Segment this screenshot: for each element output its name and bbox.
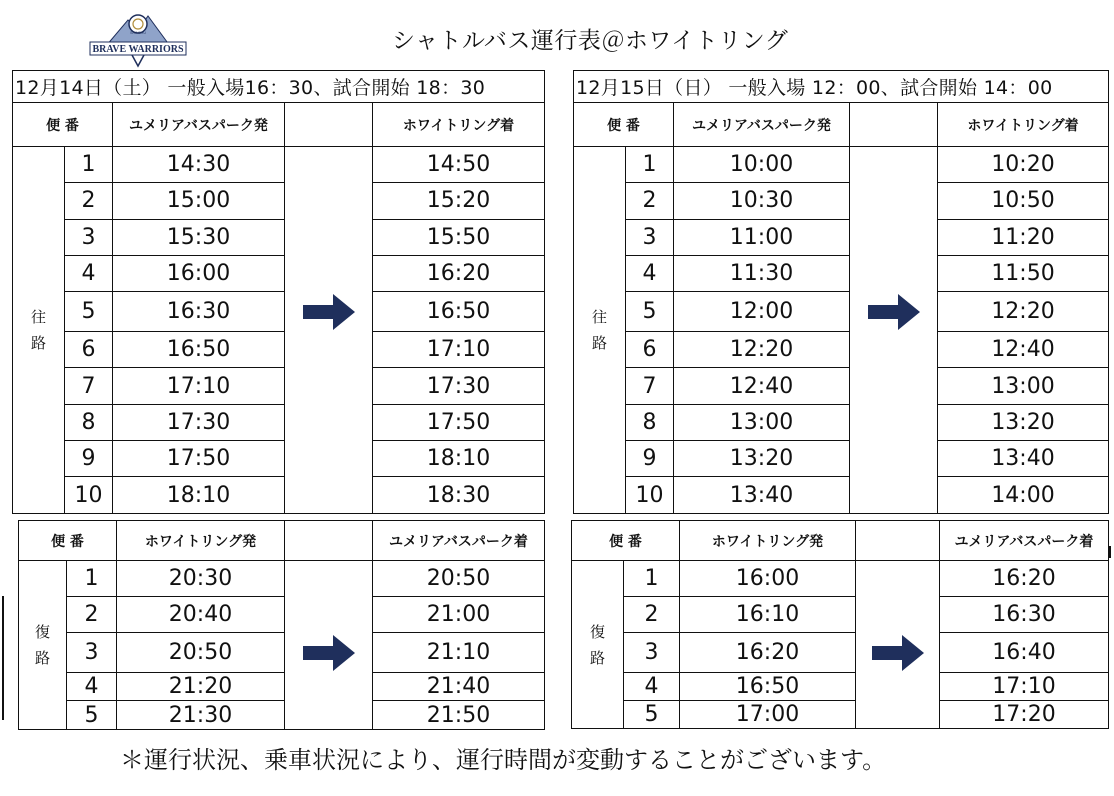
table-row xyxy=(13,368,545,404)
header-departure: ホワイトリング発 xyxy=(117,521,285,561)
edge-fragment xyxy=(1108,546,1111,558)
trip-number: 4 xyxy=(626,255,674,291)
table-row xyxy=(574,147,1109,183)
header-departure: ユメリアバスパーク発 xyxy=(674,103,850,147)
trip-number: 4 xyxy=(67,673,117,701)
arrow-cell xyxy=(285,255,373,291)
table-row xyxy=(572,701,1109,729)
table-row xyxy=(13,332,545,368)
header-arrival: ユメリアバスパーク着 xyxy=(373,521,545,561)
departure-time: 17:00 xyxy=(680,701,856,729)
departure-time: 10:00 xyxy=(674,147,850,183)
departure-time: 18:10 xyxy=(113,477,285,513)
right-arrow-icon xyxy=(866,292,922,332)
table-row xyxy=(13,292,545,332)
page-title: シャトルバス運行表＠ホワイトリング xyxy=(392,28,789,54)
table-row xyxy=(13,255,545,291)
departure-time: 21:20 xyxy=(117,673,285,701)
arrival-time: 18:10 xyxy=(373,441,545,477)
arrival-time: 13:40 xyxy=(938,441,1109,477)
right-arrow-icon xyxy=(870,633,926,673)
table-row xyxy=(574,477,1109,513)
direction-char: 路 xyxy=(591,333,607,352)
direction-char: 往 xyxy=(30,307,46,326)
arrow-cell xyxy=(285,368,373,404)
direction-char: 路 xyxy=(589,648,605,667)
arrival-time: 20:50 xyxy=(373,561,545,597)
direction-char: 往 xyxy=(591,307,607,326)
departure-time: 16:50 xyxy=(680,673,856,701)
departure-time: 16:10 xyxy=(680,597,856,633)
arrow-cell xyxy=(850,183,938,219)
table-row xyxy=(19,561,545,597)
trip-number: 1 xyxy=(65,147,113,183)
arrival-time: 11:20 xyxy=(938,219,1109,255)
table-row xyxy=(572,673,1109,701)
direction-char: 復 xyxy=(34,623,50,641)
departure-time: 16:20 xyxy=(680,633,856,673)
trip-number: 5 xyxy=(624,701,680,729)
arrival-time: 11:50 xyxy=(938,255,1109,291)
arrival-time: 18:30 xyxy=(373,477,545,513)
arrival-time: 16:30 xyxy=(940,597,1109,633)
arrival-time: 13:20 xyxy=(938,404,1109,440)
arrival-time: 17:50 xyxy=(373,404,545,440)
arrow-cell xyxy=(285,147,373,183)
trip-number: 9 xyxy=(626,441,674,477)
table-row xyxy=(572,561,1109,597)
trip-number: 10 xyxy=(626,477,674,513)
arrow-cell xyxy=(856,597,940,633)
departure-time: 20:50 xyxy=(117,633,285,673)
trip-number: 3 xyxy=(626,219,674,255)
departure-time: 15:30 xyxy=(113,219,285,255)
arrival-time: 17:20 xyxy=(940,701,1109,729)
table-row xyxy=(19,673,545,701)
arrow-cell xyxy=(850,292,938,332)
arrow-cell xyxy=(850,147,938,183)
arrival-time: 10:20 xyxy=(938,147,1109,183)
edge-fragment xyxy=(2,596,4,720)
arrow-cell xyxy=(850,368,938,404)
trip-number: 5 xyxy=(67,701,117,730)
trip-number: 6 xyxy=(65,332,113,368)
arrow-cell xyxy=(285,597,373,633)
arrow-cell xyxy=(285,292,373,332)
arrival-time: 12:20 xyxy=(938,292,1109,332)
trip-number: 1 xyxy=(626,147,674,183)
header-trip-number: 便 番 xyxy=(572,521,680,561)
table-row xyxy=(13,219,545,255)
direction-char: 路 xyxy=(34,649,50,667)
header-trip-number: 便 番 xyxy=(19,521,117,561)
departure-time: 16:30 xyxy=(113,292,285,332)
header-blank xyxy=(285,103,373,147)
departure-time: 15:00 xyxy=(113,183,285,219)
trip-number: 7 xyxy=(626,368,674,404)
arrival-time: 14:00 xyxy=(938,477,1109,513)
trip-number: 2 xyxy=(626,183,674,219)
trip-number: 2 xyxy=(67,597,117,633)
trip-number: 8 xyxy=(65,404,113,440)
departure-time: 21:30 xyxy=(117,701,285,730)
arrow-cell xyxy=(856,701,940,729)
arrival-time: 16:50 xyxy=(373,292,545,332)
departure-time: 16:00 xyxy=(113,255,285,291)
trip-number: 1 xyxy=(624,561,680,597)
arrival-time: 17:10 xyxy=(373,332,545,368)
trip-number: 3 xyxy=(67,633,117,673)
trip-number: 10 xyxy=(65,477,113,513)
direction-char: 路 xyxy=(30,333,46,352)
arrow-cell xyxy=(856,633,940,673)
arrow-cell xyxy=(285,633,373,673)
trip-number: 7 xyxy=(65,368,113,404)
table-row xyxy=(574,183,1109,219)
arrival-time: 21:50 xyxy=(373,701,545,730)
departure-time: 20:40 xyxy=(117,597,285,633)
table-row xyxy=(13,183,545,219)
schedule-dec14-return xyxy=(18,520,545,730)
header-departure: ユメリアバスパーク発 xyxy=(113,103,285,147)
arrival-time: 21:00 xyxy=(373,597,545,633)
table-row xyxy=(13,441,545,477)
header-trip-number: 便 番 xyxy=(13,103,113,147)
trip-number: 3 xyxy=(65,219,113,255)
arrow-cell xyxy=(285,441,373,477)
arrow-cell xyxy=(285,561,373,597)
arrow-cell xyxy=(850,441,938,477)
trip-number: 2 xyxy=(65,183,113,219)
trip-number: 6 xyxy=(626,332,674,368)
table-row xyxy=(572,597,1109,633)
table-row xyxy=(574,404,1109,440)
trip-number: 2 xyxy=(624,597,680,633)
schedule-dec15-outbound xyxy=(573,70,1109,514)
direction-label xyxy=(572,561,624,729)
departure-time: 12:00 xyxy=(674,292,850,332)
table-row xyxy=(13,477,545,513)
table-row xyxy=(19,633,545,673)
table-row xyxy=(13,404,545,440)
arrival-time: 16:20 xyxy=(940,561,1109,597)
trip-number: 1 xyxy=(67,561,117,597)
arrival-time: 13:00 xyxy=(938,368,1109,404)
departure-time: 13:00 xyxy=(674,404,850,440)
table-row xyxy=(574,219,1109,255)
schedule-dec15-return xyxy=(571,520,1109,729)
trip-number: 4 xyxy=(624,673,680,701)
direction-label xyxy=(19,561,67,730)
header-arrival: ホワイトリング着 xyxy=(938,103,1109,147)
arrow-cell xyxy=(285,332,373,368)
arrival-time: 17:10 xyxy=(940,673,1109,701)
arrow-cell xyxy=(285,477,373,513)
arrow-cell xyxy=(285,701,373,730)
table-row xyxy=(574,332,1109,368)
header-blank xyxy=(285,521,373,561)
table-row xyxy=(574,255,1109,291)
trip-number: 3 xyxy=(624,633,680,673)
departure-time: 13:20 xyxy=(674,441,850,477)
departure-time: 11:30 xyxy=(674,255,850,291)
arrow-cell xyxy=(850,219,938,255)
table-row xyxy=(19,597,545,633)
arrow-cell xyxy=(856,673,940,701)
direction-label xyxy=(574,147,626,514)
arrow-cell xyxy=(850,404,938,440)
trip-number: 5 xyxy=(65,292,113,332)
arrow-cell xyxy=(850,255,938,291)
trip-number: 5 xyxy=(626,292,674,332)
arrival-time: 15:20 xyxy=(373,183,545,219)
right-arrow-icon xyxy=(301,292,357,332)
direction-char: 復 xyxy=(589,622,605,641)
arrival-time: 16:20 xyxy=(373,255,545,291)
arrow-cell xyxy=(850,332,938,368)
arrow-cell xyxy=(285,219,373,255)
event-date-dec14: 12月14日（土） 一般入場16：30、試合開始 18：30 xyxy=(13,71,545,103)
departure-time: 12:20 xyxy=(674,332,850,368)
header-blank xyxy=(856,521,940,561)
header-blank xyxy=(850,103,938,147)
brave-warriors-logo xyxy=(88,8,188,68)
arrow-cell xyxy=(285,183,373,219)
departure-time: 12:40 xyxy=(674,368,850,404)
arrow-cell xyxy=(856,561,940,597)
arrival-time: 21:10 xyxy=(373,633,545,673)
departure-time: 17:50 xyxy=(113,441,285,477)
arrival-time: 16:40 xyxy=(940,633,1109,673)
table-row xyxy=(574,368,1109,404)
departure-time: 11:00 xyxy=(674,219,850,255)
schedule-dec14-outbound xyxy=(12,70,545,514)
trip-number: 8 xyxy=(626,404,674,440)
logo-top-text: SHINSHU xyxy=(130,31,146,35)
table-row xyxy=(574,292,1109,332)
header-arrival: ホワイトリング着 xyxy=(373,103,545,147)
departure-time: 16:00 xyxy=(680,561,856,597)
departure-time: 13:40 xyxy=(674,477,850,513)
table-row xyxy=(574,441,1109,477)
schedule-change-note: ＊運行状況、乗車状況により、運行時間が変動することがございます。 xyxy=(120,746,887,774)
right-arrow-icon xyxy=(301,633,357,673)
trip-number: 4 xyxy=(65,255,113,291)
arrival-time: 10:50 xyxy=(938,183,1109,219)
departure-time: 20:30 xyxy=(117,561,285,597)
arrival-time: 17:30 xyxy=(373,368,545,404)
table-row xyxy=(13,147,545,183)
header-trip-number: 便 番 xyxy=(574,103,674,147)
arrow-cell xyxy=(285,673,373,701)
trip-number: 9 xyxy=(65,441,113,477)
event-date-dec15: 12月15日（日） 一般入場 12：00、試合開始 14：00 xyxy=(574,71,1109,103)
logo-brand-text: BRAVE WARRIORS xyxy=(92,44,184,55)
direction-label xyxy=(13,147,65,514)
table-row xyxy=(572,633,1109,673)
departure-time: 17:30 xyxy=(113,404,285,440)
arrow-cell xyxy=(850,477,938,513)
arrival-time: 14:50 xyxy=(373,147,545,183)
table-row xyxy=(19,701,545,730)
departure-time: 16:50 xyxy=(113,332,285,368)
departure-time: 17:10 xyxy=(113,368,285,404)
arrival-time: 12:40 xyxy=(938,332,1109,368)
departure-time: 14:30 xyxy=(113,147,285,183)
departure-time: 10:30 xyxy=(674,183,850,219)
arrival-time: 15:50 xyxy=(373,219,545,255)
header-arrival: ユメリアバスパーク着 xyxy=(940,521,1109,561)
header-departure: ホワイトリング発 xyxy=(680,521,856,561)
arrow-cell xyxy=(285,404,373,440)
arrival-time: 21:40 xyxy=(373,673,545,701)
